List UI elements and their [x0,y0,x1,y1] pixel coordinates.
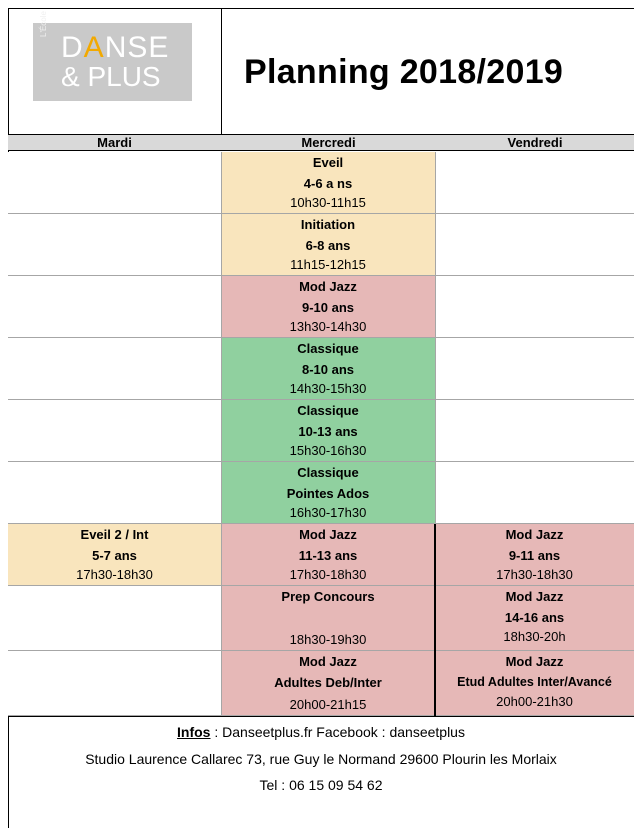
class-name: Classique [297,465,359,480]
empty-cell [435,400,634,462]
class-name: Mod Jazz [505,589,564,604]
class-name: Classique [297,403,359,418]
school-logo [33,11,192,101]
class-time: 18h30-19h30 [289,632,367,647]
class-age: 8-10 ans [301,362,355,377]
class-age: 6-8 ans [305,238,351,253]
class-time: 17h30-18h30 [76,567,153,582]
page-title: Planning 2018/2019 [244,53,564,91]
empty-cell [435,462,634,524]
class-cell [221,400,435,462]
logo-small-text: L'École [39,11,48,37]
class-cell [435,586,634,651]
class-time: 20h00-21h30 [496,694,573,709]
table-bottom-border [8,716,634,717]
class-time: 20h00-21h15 [289,697,367,712]
empty-cell [8,400,221,462]
column-divider [434,524,436,716]
logo-danse-text: DANSE [61,31,170,64]
day-header-vendredi: Vendredi [507,135,563,150]
class-time: 16h30-17h30 [289,505,367,520]
class-time: 10h30-11h15 [290,195,366,210]
column-divider [435,152,436,524]
infos-label: Infos [177,724,211,740]
class-cell [221,338,435,400]
empty-cell [8,462,221,524]
day-header-mercredi: Mercredi [301,135,356,150]
class-age: 11-13 ans [298,548,358,563]
class-cell [221,152,435,214]
class-time: 13h30-14h30 [289,319,367,334]
class-cell [435,651,634,716]
header-divider [221,8,222,134]
empty-cell [435,152,634,214]
class-name: Classique [297,341,359,356]
day-header-mardi: Mardi [97,135,132,150]
class-age: Etud Adultes Inter/Avancé [457,675,612,689]
class-name: Eveil [312,155,344,170]
class-cell [221,524,435,586]
empty-cell [8,586,221,651]
logo-plus-text: & PLUS [61,61,161,92]
class-age: Pointes Ados [286,486,370,501]
class-age: 9-11 ans [508,548,561,563]
class-name: Mod Jazz [505,654,564,669]
class-age: 14-16 ans [504,610,565,625]
empty-cell [8,276,221,338]
infos-text: : Danseetplus.fr Facebook : danseetplus [210,724,465,740]
class-time: 17h30-18h30 [289,567,367,582]
column-divider [221,152,222,716]
class-time: 17h30-18h30 [496,567,573,582]
footer-address: Studio Laurence Callarec 73, rue Guy le Normand 29600 Plourin les Morlaix [85,751,557,767]
class-name: Initiation [300,217,356,232]
empty-cell [8,651,221,716]
class-cell [221,462,435,524]
class-name: Mod Jazz [505,527,564,542]
empty-cell [435,338,634,400]
class-cell [221,651,435,716]
empty-cell [435,214,634,276]
class-name: Mod Jazz [299,527,357,542]
class-cell [435,524,634,586]
class-cell [221,276,435,338]
class-age: 10-13 ans [298,424,358,439]
class-name: Mod Jazz [299,279,357,294]
class-name: Prep Concours [281,589,375,604]
class-cell [221,586,435,651]
empty-cell [8,214,221,276]
footer-infos [8,724,634,740]
empty-cell [435,276,634,338]
class-age: 5-7 ans [92,548,137,563]
class-age: 4-6 a ns [303,176,353,191]
class-age: Adultes Deb/Inter [274,675,382,690]
days-header-row [8,134,634,151]
class-age [221,607,435,631]
class-name: Mod Jazz [299,654,357,669]
empty-cell [8,338,221,400]
class-cell [8,524,221,586]
class-time: 15h30-16h30 [289,443,367,458]
class-age: 9-10 ans [301,300,355,315]
class-cell [221,214,435,276]
empty-cell [8,152,221,214]
footer-tel: Tel : 06 15 09 54 62 [259,777,383,793]
class-time: 18h30-20h [503,629,566,644]
class-name: Eveil 2 / Int [80,527,149,542]
class-time: 11h15-12h15 [290,257,366,272]
class-time: 14h30-15h30 [289,381,367,396]
